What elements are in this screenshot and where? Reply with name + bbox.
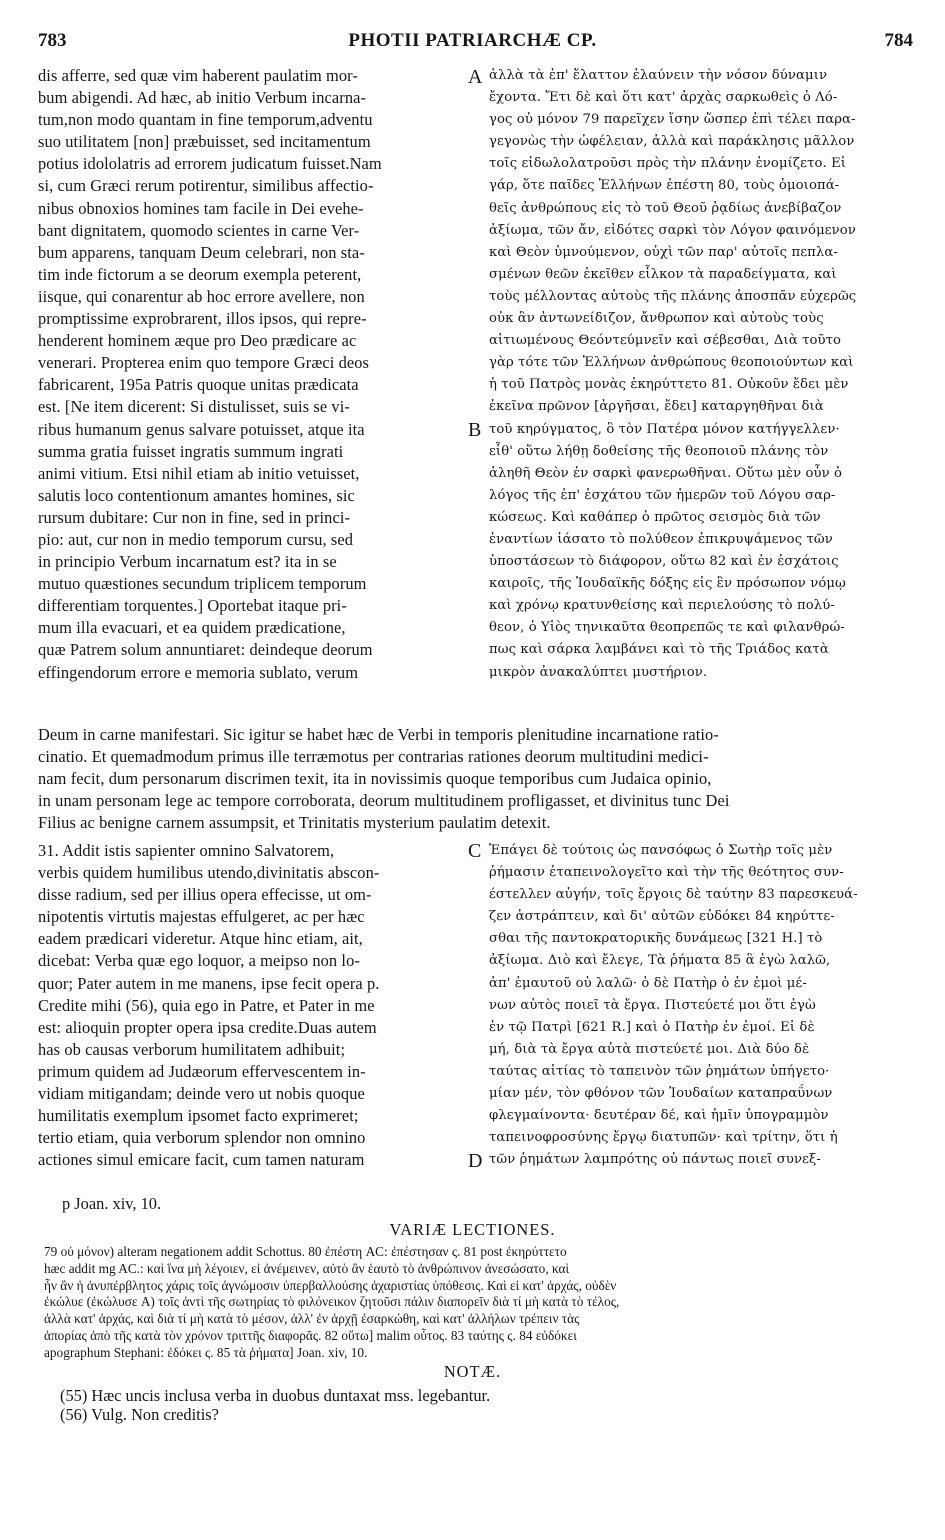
margin-marker-d: D (468, 1150, 483, 1172)
latin-line: pio: aut, cur non in medio temporum cursu, sed (38, 529, 354, 549)
running-title: PHOTII PATRIARCHÆ CP. (348, 30, 597, 51)
varia-line: ἀπορίας ἀπὸ τῆς κατὰ τὸν χρόνον τριττῆς διαφορᾶς. 82 οὕτω] malim οὗτος. 83 ταύτης ς. 84 εὐδόκει (44, 1327, 577, 1343)
latin-line: Filius ac benigne carnem assumpsit, et Trinitatis mysterium paulatim detexit. (38, 813, 551, 833)
greek-line: ἀλλὰ τὰ ἐπ' ἔλαττον ἐλαύνειν τὴν νόσον δύναμιν (489, 68, 828, 83)
latin-line: venerari. Propterea enim quo tempore Græci deos (38, 353, 370, 373)
greek-line: λόγος τῆς ἐπ' ἐσχάτου τῶν ἡμερῶν τοῦ Λόγου σαρ- (489, 487, 836, 503)
page-header (30, 30, 915, 60)
latin-full-width-paragraph (38, 724, 928, 834)
latin-line: nibus obnoxios homines tam facile in Dei evehe- (38, 198, 364, 218)
greek-line: ἐκεῖνα πρῶνον [ἀργῆσαι, ἔδει] καταργηθῆναι διὰ (489, 399, 824, 415)
greek-line: καὶ Θεὸν ὑμνούμενον, οὐχὶ τῶν παρ' αὐτοῖς πεπλα- (489, 244, 838, 260)
latin-line: eadem prædicari videretur. Atque hinc etiam, ait, (38, 929, 363, 949)
latin-line: nipotentis virtutis majestas effulgeret, ac per hæc (38, 907, 365, 927)
latin-line: in unam personam lege ac tempore corroborata, deorum multitudinem profligasset, et divinitus tunc Dei (38, 791, 730, 811)
latin-line: actiones simul emicare facit, cum tamen naturam (38, 1150, 365, 1170)
greek-line: τῶν ῥημάτων λαμπρότης οὐ πάντως ποιεῖ συνεξ- (489, 1152, 821, 1168)
latin-line: ribus humanum genus salvare potuisset, atque ita (38, 419, 365, 439)
greek-line: γεγονὼς τὴν ὠφέλειαν, ἀλλὰ καὶ παράκλησις μᾶλλον (489, 134, 855, 150)
greek-line: ἐν τῷ Πατρὶ [621 R.] καὶ ὁ Πατὴρ ἐν ἐμοί. Εἰ δὲ (489, 1019, 815, 1035)
varia-line: ἐκώλυε (ἐκώλυσε A) τοῖς ἀντὶ τῆς σωτηρίας τὸ φιλόνεικον ζητοῦσι πάλιν διαπορεῖν διὰ τί μὴ κατὰ τὸ τέλος, (44, 1294, 620, 1310)
latin-line: humilitatis exemplum ipsomet facto exprimeret; (38, 1106, 359, 1126)
left-page-number: 783 (38, 30, 67, 51)
greek-line: μικρὸν ἀνακαλύπτει μυστήριον. (489, 664, 708, 680)
latin-line: fabricarent, 195a Patris quoque unitas prædicata (38, 375, 359, 395)
latin-line: dis afferre, sed quæ vim haberent paulatim mor- (38, 66, 358, 85)
greek-line: ἀπ' ἐμαυτοῦ οὐ λαλῶ· ὁ δὲ Πατὴρ ὁ ἐν ἐμοὶ μέ- (489, 975, 807, 991)
greek-line: νων αὐτὸς ποιεῖ τὰ ἔργα. Πιστεύετέ μοι ὅτι ἐγὼ (489, 997, 816, 1013)
varia-line: 79 οὐ μόνον) alteram negationem addit Schottus. 80 ἐπέστη AC: ἐπέστησαν ς. 81 post ἐκηρύττετο (44, 1244, 567, 1259)
greek-line: μίαν μέν, τὸν φθόνον τῶν Ἰουδαίων καταπραΰνων (489, 1086, 833, 1102)
latin-line: Credite mihi (56), quia ego in Patre, et Pater in me (38, 995, 375, 1015)
greek-line: ἔχοντα. Ἔτι δὲ καὶ ὅτι κατ' ἀρχὰς σαρκωθεὶς ὁ Λό- (489, 90, 838, 106)
latin-line: bum apparens, tanquam Deum celebrari, non sta- (38, 242, 365, 262)
greek-line: ἀληθῆ Θεὸν ἐν σαρκὶ φανερωθῆναι. Οὕτω μὲν οὖν ὁ (489, 465, 843, 481)
latin-line: suo utilitatem [non] præbuisset, sed incitamentum (38, 132, 371, 152)
greek-line: ταύτας αἰτίας τὸ ταπεινὸν τῶν ῥημάτων ὑπήγετο· (489, 1063, 830, 1079)
greek-line: θεῖς ἀνθρώπους εἰς τὸ τοῦ Θεοῦ ῥᾳδίως ἀνεβίβαζον (489, 200, 842, 216)
latin-line: promptissime exprobrarent, illos ipsos, qui repre- (38, 309, 367, 329)
margin-marker-a: A (468, 66, 483, 88)
latin-line: rursum dubitare: Cur non in fine, sed in princi- (38, 507, 351, 527)
notae (60, 1386, 910, 1424)
latin-line: has ob causas verborum humilitatem adhibuit; (38, 1039, 346, 1059)
latin-column-bottom (38, 840, 468, 1171)
nota-line: (55) Hæc uncis inclusa verba in duobus duntaxat mss. legebantur. (60, 1386, 491, 1405)
latin-line: dicebat: Verba quæ ego loquor, a meipso non lo- (38, 951, 360, 971)
latin-line: primum quidem ad Judæorum effervescentem in- (38, 1061, 366, 1081)
latin-column-top (38, 65, 468, 684)
greek-line: ἡ τοῦ Πατρὸς μονὰς ἐκηρύττετο 81. Οὐκοῦν ἔδει μὲν (489, 377, 849, 393)
greek-line: ταπεινοφροσύνης ἔργῳ διατυπῶν· καὶ τρίτην, ὅτι ἡ (489, 1130, 838, 1146)
latin-line: tertio etiam, quia verborum splendor non omnino (38, 1128, 366, 1148)
latin-line: mutuo quæstiones secundum triplicem temporum (38, 574, 367, 594)
greek-line: πως καὶ σάρκα λαμβάνει καὶ τὸ τῆς Τριάδος κατὰ (489, 642, 829, 658)
varia-line: hæc addit mg AC.: καὶ ἵνα μὴ λέγοιεν, εἰ ἀνέμεινεν, αὐτὸ ἂν ἑαυτὸ τὸ ἀνθρώπινον ἀνεσώσατο, καὶ (44, 1260, 570, 1276)
margin-marker-c: C (468, 840, 482, 862)
varia-lectiones-title: VARIÆ LECTIONES. (389, 1220, 556, 1239)
latin-line: cinatio. Et quemadmodum primus ille terræmotus per contrarias rationes deorum multitudini medici- (38, 747, 709, 767)
greek-line: ἀξίωμα. Διὸ καὶ ἔλεγε, Τὰ ῥήματα 85 ἃ ἐγὼ λαλῶ, (489, 953, 831, 969)
greek-line: καὶ χρόνῳ κρατυνθείσης καὶ περιελούσης τὸ πολύ- (489, 598, 835, 614)
latin-line: 31. Addit istis sapienter omnino Salvatorem, (38, 841, 335, 860)
latin-line: potius idololatris ad errorem judicatum fuisset.Nam (38, 154, 382, 174)
greek-line: εἶθ' οὕτω λήθῃ δοθείσης τῆς θεοποιοῦ πλάνης τὸν (489, 443, 829, 459)
latin-line: in principio Verbum incarnatum est? ita in se (38, 552, 337, 572)
latin-line: quor; Pater autem in me manens, ipse fecit opera p. (38, 973, 380, 993)
greek-line: ἐναντίων ἰάσατο τὸ πολύθεον ἐπικρυψάμενος τῶν (489, 531, 833, 547)
latin-line: tim inde fictorum a se deorum exempla peterent, (38, 264, 362, 284)
latin-line: iisque, qui conarentur ab hoc errore avellere, non (38, 286, 365, 306)
greek-line: γὰρ τότε τῶν Ἑλλήνων ἀνθρώπους θεοποιούντων καὶ (489, 355, 854, 371)
greek-line: τοῦ κηρύγματος, ὃ τὸν Πατέρα μόνον κατήγγελλεν· (489, 421, 840, 437)
varia-line: apographum Stephani: ἐδόκει ς. 85 τὰ ῥήματα] Joan. xiv, 10. (44, 1344, 368, 1360)
greek-line: τοὺς μέλλοντας αὐτοὺς τῆς πλάνης ἀποσπᾶν εὐχερῶς (489, 288, 857, 304)
greek-line: καιροῖς, τῆς Ἰουδαϊκῆς δόξης εἰς ἓν πρόσωπον νόμῳ (489, 576, 846, 592)
latin-line: verbis quidem humilibus utendo,divinitatis abscon- (38, 863, 380, 883)
latin-line: summa gratia fuisset ingratis summum ingrati (38, 441, 344, 461)
latin-line: quæ Patrem solum annuntiaret: deindeque deorum (38, 640, 373, 660)
greek-line: κώσεως. Καὶ καθάπερ ὁ πρῶτος σεισμὸς διὰ τῶν (489, 509, 821, 525)
latin-line: si, cum Græci rerum potirentur, similibus affectio- (38, 176, 374, 196)
greek-line: μή, διὰ τὰ ἔργα αὐτὰ πιστεύετέ μοι. Διὰ δύο δὲ (489, 1041, 810, 1057)
latin-line: differentiam torquentes.] Oportebat itaque pri- (38, 596, 347, 616)
latin-line: animi vitium. Etsi nihil etiam ab initio vetuisset, (38, 463, 360, 483)
latin-line: bant dignitatem, quomodo scientes in carne Ver- (38, 220, 360, 240)
greek-line: Ἐπάγει δὲ τούτοις ὡς πανσόφως ὁ Σωτὴρ τοῖς μὲν (489, 843, 833, 858)
latin-line: Deum in carne manifestari. Sic igitur se habet hæc de Verbi in temporis plenitudine incarnatione ratio- (38, 725, 719, 744)
latin-line: bum abigendi. Ad hæc, ab initio Verbum incarna- (38, 88, 367, 108)
latin-line: effingendorum errore e memoria sublato, verum (38, 662, 359, 682)
greek-line: γάρ, ὅτε παῖδες Ἑλλήνων ἐπέστη 80, τοὺς ὁμοιοπά- (489, 178, 840, 194)
latin-line: mum illa evacuari, et ea quidem prædicatione, (38, 618, 346, 638)
latin-line: salutis loco contentionum amantes homines, sic (38, 485, 355, 505)
right-page-number: 784 (884, 30, 913, 51)
greek-line: τοῖς εἰδωλολατροῦσι πρὸς τὴν πλάνην ἐνομίζετο. Εἰ (489, 156, 847, 172)
margin-marker-b: B (468, 419, 482, 441)
greek-column-top (489, 65, 921, 684)
greek-line: θεον, ὁ Υἱὸς τηνικαῦτα θεοπρεπῶς τε καὶ φιλανθρώ- (489, 620, 845, 636)
latin-line: henderent hominem æque pro Deo prædicare ac (38, 331, 357, 351)
latin-line: nam fecit, dum personarum discrimen texit, ita in novissimis quoque temporibus cum Judaica opinio, (38, 769, 712, 789)
latin-line: est. [Ne item dicerent: Si distulisset, suis se vi- (38, 397, 350, 417)
varia-line: ἦν ἂν ἡ ἀνυπέρβλητος χάρις τοῖς ἀγνώμοσιν ὑπερβαλλούσης ἀχαριστίας ὑπόθεσις. Καὶ εἰ κατ' ἀρχάς, οὐδὲν (44, 1277, 617, 1293)
latin-line: disse radium, sed per illius opera effecisse, ut om- (38, 885, 372, 905)
greek-line: ἀξίωμα, τῶν ἄν, εἰδότες σαρκὶ τὸν Λόγον φαινόμενον (489, 222, 856, 238)
latin-line: tum,non modo quantam in fine temporum,adventu (38, 110, 373, 130)
varia-lectiones (44, 1244, 914, 1362)
greek-line: ζεν ἀστράπτειν, καὶ δι' αὐτῶν εὐδόκει 84 κηρύττε- (489, 909, 835, 925)
latin-line: vidiam mitigandam; deinde vero ut nobis quoque (38, 1084, 365, 1104)
greek-line: σμένων θεῶν ἐκεῖθεν εἷλκον τὰ παραδείγματα, καὶ (489, 266, 837, 282)
greek-line: έστελλεν αὐγήν, τοῖς ἔργοις δὲ ταύτην 83 παρεσκευά- (489, 887, 858, 903)
greek-line: αἰτιωμένους Θεόντεύμνεῖν καὶ σέβεσθαι, Διὰ τοῦτο (489, 333, 842, 349)
greek-column-bottom (489, 840, 921, 1171)
latin-line: est: alioquin propter opera ipsa credite.Duas autem (38, 1017, 377, 1037)
nota-line: (56) Vulg. Non creditis? (60, 1405, 219, 1424)
greek-line: οὐκ ἂν ἀντωνείδιζον, ἄνθρωπον καὶ αὐτοὺς τοὺς (489, 311, 824, 327)
scripture-footnote: p Joan. xiv, 10. (62, 1194, 162, 1213)
greek-line: ῥήμασιν ἐταπεινολογεῖτο καὶ τὴν τῆς θεότητος συν- (489, 865, 844, 881)
greek-line: φλεγμαίνοντα· δευτέραν δέ, καὶ ἡμῖν ὑπογραμμὸν (489, 1108, 829, 1124)
greek-line: γος οὐ μόνον 79 παρεῖχεν ἴσην ὥσπερ ἐπὶ τέλει παρα- (489, 112, 856, 128)
greek-line: ὑποστάσεων τὸ διάφορον, οὕτω 82 καὶ ἐν ἐσχάτοις (489, 554, 839, 570)
greek-line: σθαι τῆς παντοκρατορικῆς δυνάμεως [321 H.] τὸ (489, 931, 823, 947)
varia-line: ἀλλὰ κατ' ἀρχάς, καὶ διὰ τί μὴ κατὰ τὸ μέσον, ἀλλ' ἐν ἀρχῇ ἐσαρκώθη, καὶ κατ' ἀλλήλων τρέπειν τὰς (44, 1311, 580, 1327)
notae-title: NOTÆ. (443, 1362, 502, 1381)
